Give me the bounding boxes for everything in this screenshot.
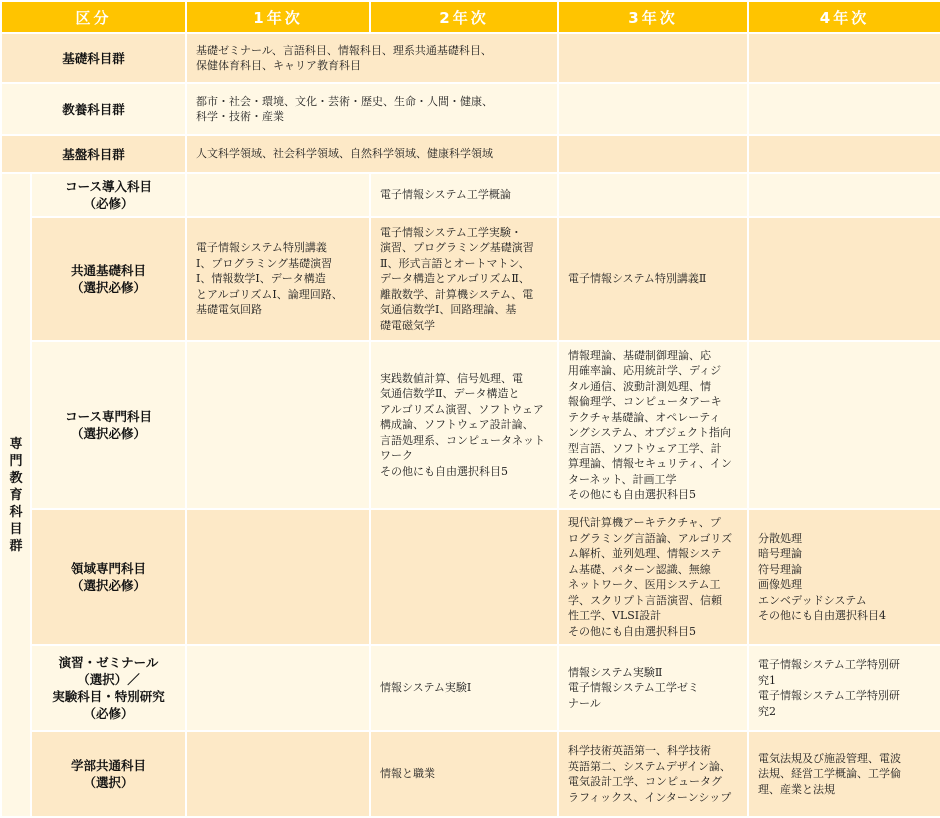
year-3-cell bbox=[558, 173, 748, 217]
year-4-cell: 電気法規及び施設管理、電波 法規、経営工学概論、工学倫 理、産業と法規 bbox=[748, 731, 940, 817]
year-1-cell: 基礎ゼミナール、言語科目、情報科目、理系共通基礎科目、 保健体育科目、キャリア教育科目 bbox=[186, 33, 558, 83]
row-course-special bbox=[1, 341, 940, 509]
header-row bbox=[1, 1, 940, 33]
header-year-3: 3年次 bbox=[558, 1, 748, 33]
year-1-cell bbox=[186, 341, 370, 509]
category-label: 演習・ゼミナール （選択）／ 実験科目・特別研究 （必修） bbox=[31, 645, 186, 731]
year-1-cell bbox=[186, 645, 370, 731]
year-4-cell bbox=[748, 341, 940, 509]
year-1-cell: 都市・社会・環境、文化・芸術・歴史、生命・人間・健康、 科学・技術・産業 bbox=[186, 83, 558, 135]
year-2-cell bbox=[370, 509, 558, 645]
row-kiso bbox=[1, 33, 940, 83]
category-label: 領域専門科目 （選択必修） bbox=[31, 509, 186, 645]
specialized-group-label bbox=[1, 173, 31, 817]
year-1-cell: 人文科学領域、社会科学領域、自然科学領域、健康科学領域 bbox=[186, 135, 558, 173]
year-4-cell bbox=[748, 217, 940, 341]
year-3-cell bbox=[558, 135, 748, 173]
header-year-4: 4年次 bbox=[748, 1, 940, 33]
header-category: 区分 bbox=[1, 1, 186, 33]
year-4-cell bbox=[748, 173, 940, 217]
category-label: 基礎科目群 bbox=[1, 33, 186, 83]
year-2-cell: 実践数値計算、信号処理、電 気通信数学Ⅱ、データ構造と アルゴリズム演習、ソフトウェア 構成論、ソフトウェア設計論、 言語処理系、コンピュータネット ワーク その他にも自由選択科目5 bbox=[370, 341, 558, 509]
year-3-cell: 情報システム実験Ⅱ 電子情報システム工学ゼミ ナール bbox=[558, 645, 748, 731]
category-label: 教養科目群 bbox=[1, 83, 186, 135]
year-2-cell: 電子情報システム工学概論 bbox=[370, 173, 558, 217]
category-label: 共通基礎科目 （選択必修） bbox=[31, 217, 186, 341]
year-2-cell: 情報と職業 bbox=[370, 731, 558, 817]
year-3-cell bbox=[558, 83, 748, 135]
row-seminar-experiment bbox=[1, 645, 940, 731]
category-label: 基盤科目群 bbox=[1, 135, 186, 173]
year-4-cell: 電子情報システム工学特別研 究1 電子情報システム工学特別研 究2 bbox=[748, 645, 940, 731]
year-3-cell: 現代計算機アーキテクチャ、プ ログラミング言語論、アルゴリズ ム解析、並列処理、情報システ ム基礎、パターン認識、無線 ネットワーク、医用システム工 学、スクリプト言語演習、信頼 性工学、VLSI設計 その他にも自由選択科目5 bbox=[558, 509, 748, 645]
header-year-1: 1年次 bbox=[186, 1, 370, 33]
year-4-cell bbox=[748, 33, 940, 83]
row-kiban bbox=[1, 135, 940, 173]
side-label-text: 専門教育科目群 bbox=[9, 436, 23, 554]
year-3-cell bbox=[558, 33, 748, 83]
row-kyoyo bbox=[1, 83, 940, 135]
category-label: コース導入科目 （必修） bbox=[31, 173, 186, 217]
year-1-cell bbox=[186, 509, 370, 645]
year-4-cell bbox=[748, 135, 940, 173]
row-domain-special bbox=[1, 509, 940, 645]
year-2-cell: 情報システム実験Ⅰ bbox=[370, 645, 558, 731]
year-1-cell: 電子情報システム特別講義 Ⅰ、プログラミング基礎演習 Ⅰ、情報数学Ⅰ、データ構造 とアルゴリズムⅠ、論理回路、 基礎電気回路 bbox=[186, 217, 370, 341]
year-3-cell: 科学技術英語第一、科学技術 英語第二、システムデザイン論、 電気設計工学、コンピュータグ ラフィックス、インターンシップ bbox=[558, 731, 748, 817]
year-1-cell bbox=[186, 173, 370, 217]
row-common-basic bbox=[1, 217, 940, 341]
year-3-cell: 電子情報システム特別講義Ⅱ bbox=[558, 217, 748, 341]
year-2-cell: 電子情報システム工学実験・ 演習、プログラミング基礎演習 Ⅱ、形式言語とオートマトン、 データ構造とアルゴリズムⅡ、 離散数学、計算機システム、電 気通信数学Ⅰ、回路理論、基 礎電磁気学 bbox=[370, 217, 558, 341]
year-4-cell bbox=[748, 83, 940, 135]
year-1-cell bbox=[186, 731, 370, 817]
header-year-2: 2年次 bbox=[370, 1, 558, 33]
row-faculty-common bbox=[1, 731, 940, 817]
category-label: 学部共通科目 （選択） bbox=[31, 731, 186, 817]
category-label: コース専門科目 （選択必修） bbox=[31, 341, 186, 509]
year-3-cell: 情報理論、基礎制御理論、応 用確率論、応用統計学、ディジ タル通信、波動計測処理、情 報倫理学、コンピュータアーキ テクチャ基礎論、オペレーティ ングシステム、オブジェクト指向 型言語、ソフトウェア工学、計 算理論、情報セキュリティ、イン ターネット、計画工学 その他にも自由選択科目5 bbox=[558, 341, 748, 509]
year-4-cell: 分散処理 暗号理論 符号理論 画像処理 エンベデッドシステム その他にも自由選択科目4 bbox=[748, 509, 940, 645]
row-course-intro bbox=[1, 173, 940, 217]
